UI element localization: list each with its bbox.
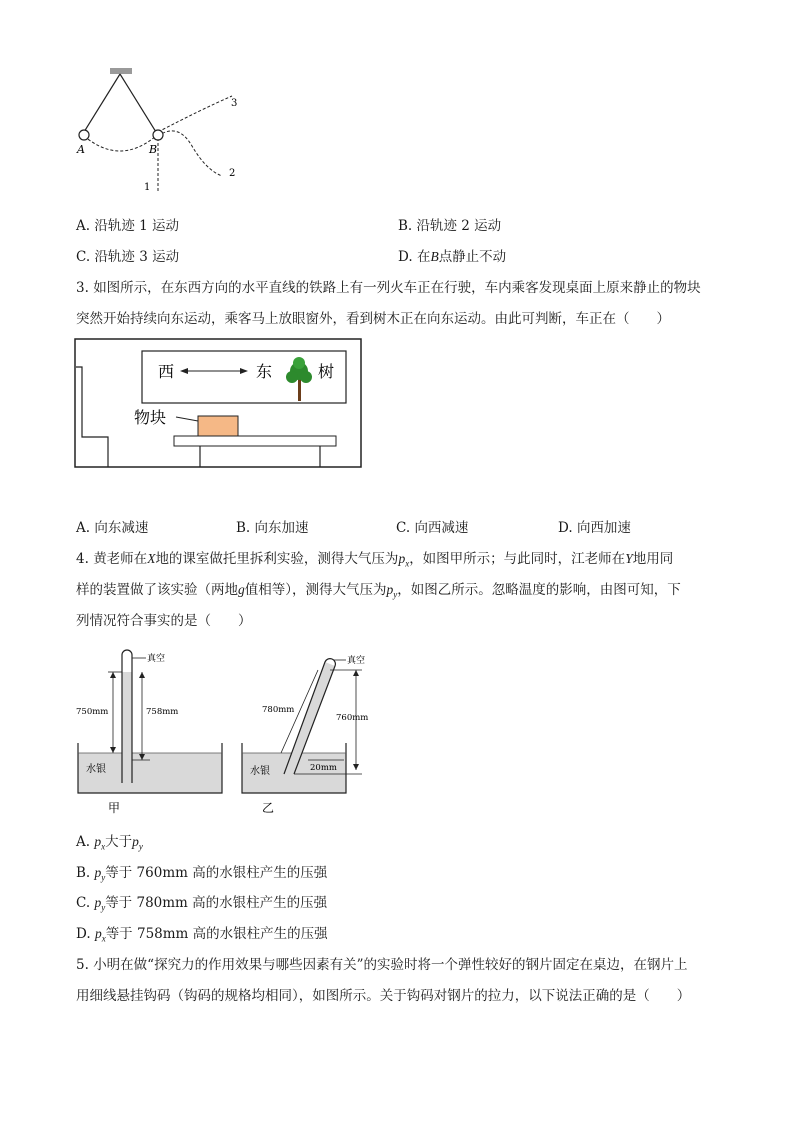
label-east: 东 [256, 362, 273, 381]
torricelli-figure-b [236, 640, 396, 818]
q5-number: 5. [76, 957, 89, 973]
q2-option-a[interactable] [76, 214, 179, 234]
q4-text-3: 列情况符合事实的是（ ） [76, 613, 252, 629]
q3-option-a-text: 向东减速 [94, 520, 149, 536]
pendulum-figure [70, 66, 260, 196]
train-figure [74, 337, 364, 471]
label-mercury-b: 水银 [250, 766, 270, 777]
q2-option-c-text: 沿轨迹 3 运动 [94, 249, 180, 265]
q3-option-b-text: 向东加速 [254, 520, 309, 536]
q2-option-b-text: 沿轨迹 2 运动 [416, 218, 502, 234]
q3-option-c-text: 向西减速 [414, 520, 469, 536]
q2-option-a-text: 沿轨迹 1 运动 [94, 218, 180, 234]
q3-option-c[interactable] [396, 516, 468, 536]
q4-option-a-px: $p_x$ [94, 834, 106, 852]
q4-var-y: Y [625, 551, 633, 566]
q3-option-d[interactable] [558, 516, 631, 536]
q5-stem-line2 [76, 984, 690, 1004]
label-b: B [149, 143, 158, 156]
train-seat [76, 367, 108, 467]
q3-stem-line2 [76, 307, 670, 327]
pendulum-string-b [120, 74, 156, 132]
trajectory-2 [158, 131, 222, 176]
dim-760-arrow-bottom [353, 764, 359, 770]
q3-option-a[interactable] [76, 516, 148, 536]
table-top [174, 436, 336, 446]
q2-option-b-letter: B. [398, 218, 413, 234]
pendulum-string-a [84, 74, 120, 132]
q3-option-c-letter: C. [396, 520, 411, 536]
label-path-1: 1 [144, 182, 151, 193]
q4-option-a-letter: A. [76, 834, 91, 850]
q4-option-b-py: $p_y$ [94, 865, 106, 883]
q4-option-d-letter: D. [76, 926, 91, 942]
label-mercury-a: 水银 [86, 764, 106, 775]
q4-option-c-py: $p_y$ [94, 895, 106, 913]
arrow-head-east [240, 368, 248, 374]
q3-text-2: 突然开始持续向东运动，乘客马上放眼窗外，看到树木正在向东运动。由此可判断，车正在（ ） [76, 311, 670, 327]
q3-text-1: 如图所示，在东西方向的水平直线的铁路上有一列火车正在行驶，车内乘客发现桌面上原来静止的物块 [93, 280, 701, 296]
q2-option-d[interactable] [398, 245, 506, 265]
q4-option-a-mid: 大于 [105, 834, 133, 850]
q4-stem-line1 [76, 547, 673, 569]
label-20: 20mm [310, 763, 337, 773]
label-760: 760mm [336, 713, 369, 723]
swing-arc [84, 136, 156, 151]
caption-a: 甲 [108, 801, 121, 815]
q3-number: 3. [76, 280, 89, 296]
q4-option-c-text: 等于 780mm 高的水银柱产生的压强 [105, 895, 328, 911]
q4-text-2a: 样的装置做了该实验（两地 [76, 582, 238, 598]
q4-option-d[interactable] [76, 922, 328, 944]
torricelli-figure-a [72, 640, 232, 818]
tube-a-mercury [122, 672, 132, 783]
caption-b: 乙 [262, 801, 275, 815]
trajectory-3 [158, 96, 232, 132]
q4-var-g: g [238, 582, 245, 597]
q3-stem-line1 [76, 276, 701, 296]
q3-option-a-letter: A. [76, 520, 91, 536]
q2-option-d-pre: 在 [416, 249, 431, 265]
q4-px: $p_x$ [398, 551, 410, 569]
dim-750-arrow-bottom [110, 747, 116, 753]
q4-option-a-py: $p_y$ [132, 834, 143, 852]
block [198, 416, 238, 436]
q4-number: 4. [76, 551, 89, 567]
q4-py: $p_y$ [386, 582, 398, 600]
label-block: 物块 [134, 408, 167, 427]
label-750: 750mm [76, 707, 109, 717]
q4-text-1d: 地用同 [632, 551, 674, 567]
q5-stem-line1 [76, 953, 688, 973]
q4-text-2b: 值相等），测得大气压为 [244, 582, 387, 598]
tree-icon [286, 357, 312, 401]
q2-option-d-var: B [430, 249, 439, 264]
q4-var-x: X [147, 551, 156, 566]
q4-option-b-text: 等于 760mm 高的水银柱产生的压强 [105, 865, 328, 881]
dim-760-arrow-top [353, 670, 359, 676]
q4-option-c[interactable] [76, 891, 327, 913]
q4-option-b-letter: B. [76, 865, 91, 881]
pendulum-support [110, 68, 132, 74]
q2-option-a-letter: A. [76, 218, 91, 234]
q3-option-b-letter: B. [236, 520, 251, 536]
q3-option-b[interactable] [236, 516, 309, 536]
q4-text-1c: ，如图甲所示；与此同时，江老师在 [409, 551, 626, 567]
dim-750-arrow-top [110, 672, 116, 678]
q4-option-c-letter: C. [76, 895, 91, 911]
label-vacuum-a: 真空 [147, 654, 166, 664]
q3-option-d-letter: D. [558, 520, 573, 536]
label-780: 780mm [262, 705, 295, 715]
label-vacuum-b: 真空 [347, 656, 366, 666]
q4-option-a[interactable] [76, 830, 143, 852]
block-pointer [176, 417, 198, 421]
q4-stem-line3 [76, 609, 252, 629]
q4-text-2c: ，如图乙所示。忽略温度的影响，由图可知，下 [397, 582, 681, 598]
q4-text-1b: 地的课室做托里拆利实验，测得大气压为 [155, 551, 399, 567]
ball-b [153, 130, 163, 140]
q2-option-c[interactable] [76, 245, 179, 265]
ball-a [79, 130, 89, 140]
label-a: A [77, 143, 85, 156]
label-tree: 树 [318, 362, 335, 381]
q4-stem-line2 [76, 578, 681, 600]
q2-option-c-letter: C. [76, 249, 91, 265]
arrow-head-west [180, 368, 188, 374]
q4-option-d-text: 等于 758mm 高的水银柱产生的压强 [105, 926, 328, 942]
q2-option-d-post: 点静止不动 [438, 249, 507, 265]
q5-text-2: 用细线悬挂钩码（钩码的规格均相同），如图所示。关于钩码对钢片的拉力，以下说法正确的是（ ） [76, 988, 691, 1004]
q4-option-b[interactable] [76, 861, 327, 883]
q4-text-1a: 黄老师在 [93, 551, 148, 567]
q2-option-b[interactable] [398, 214, 501, 234]
q3-option-d-text: 向西加速 [576, 520, 631, 536]
q2-option-d-letter: D. [398, 249, 413, 265]
label-758: 758mm [146, 707, 179, 717]
label-path-3: 3 [231, 98, 238, 109]
label-path-2: 2 [229, 168, 236, 179]
q5-text-1: 小明在做“探究力的作用效果与哪些因素有关”的实验时将一个弹性较好的钢片固定在桌边，在钢片上 [93, 957, 688, 973]
dim-758-arrow-top [139, 672, 145, 678]
label-west: 西 [158, 362, 175, 381]
q4-option-d-px: $p_x$ [94, 926, 106, 944]
